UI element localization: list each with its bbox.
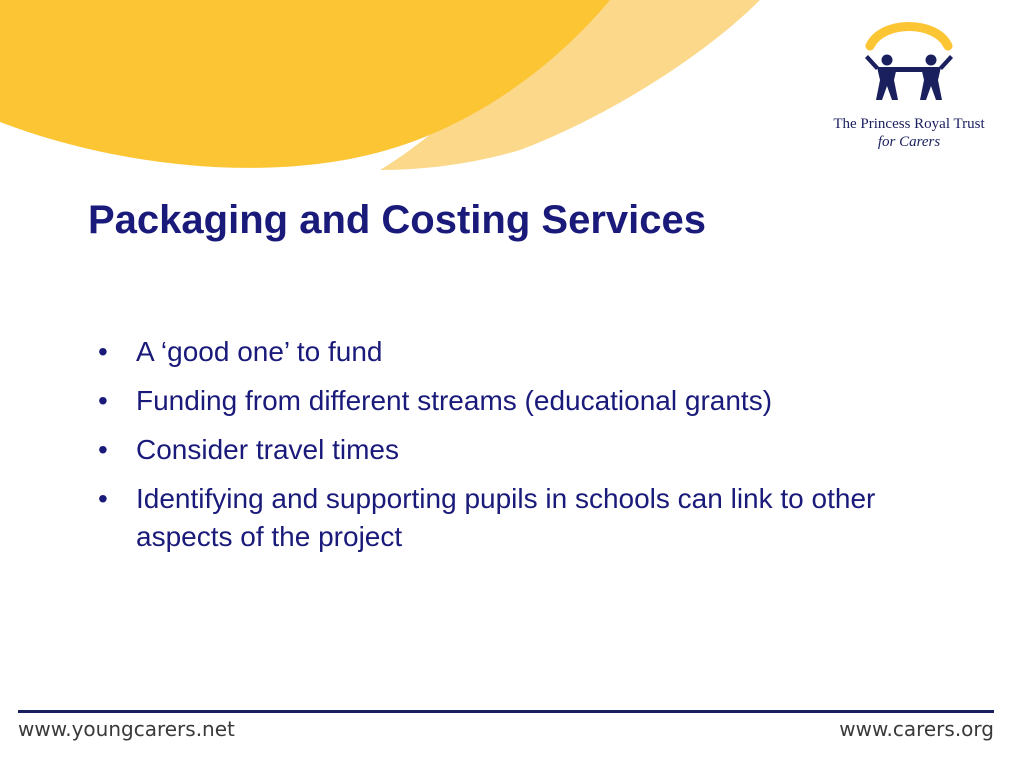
carers-figures-icon xyxy=(848,18,968,110)
bullet-dot: • xyxy=(98,385,108,416)
bullet-dot: • xyxy=(98,483,108,514)
bullet-text: Consider travel times xyxy=(136,434,399,465)
bullet-dot: • xyxy=(98,434,108,465)
bullet-text: A ‘good one’ to fund xyxy=(136,336,383,367)
bullet-item xyxy=(98,333,928,371)
bullet-dot: • xyxy=(98,336,108,367)
bullet-list xyxy=(98,333,928,567)
footer-url-left: www.youngcarers.net xyxy=(18,717,235,741)
bullet-text: Funding from different streams (educational grants) xyxy=(136,385,773,416)
bullet-item xyxy=(98,382,928,420)
bullet-text: Identifying and supporting pupils in schools can link to other aspects of the project xyxy=(136,483,876,552)
logo-line2: for Carers xyxy=(877,134,941,150)
footer-url-right: www.carers.org xyxy=(839,717,994,741)
princess-royal-trust-logo xyxy=(818,18,1008,158)
bullet-item xyxy=(98,431,928,469)
slide-title: Packaging and Costing Services xyxy=(88,198,706,242)
bullet-item xyxy=(98,480,928,556)
logo-line1: The Princess Royal Trust xyxy=(833,116,985,132)
footer-divider xyxy=(18,710,994,713)
